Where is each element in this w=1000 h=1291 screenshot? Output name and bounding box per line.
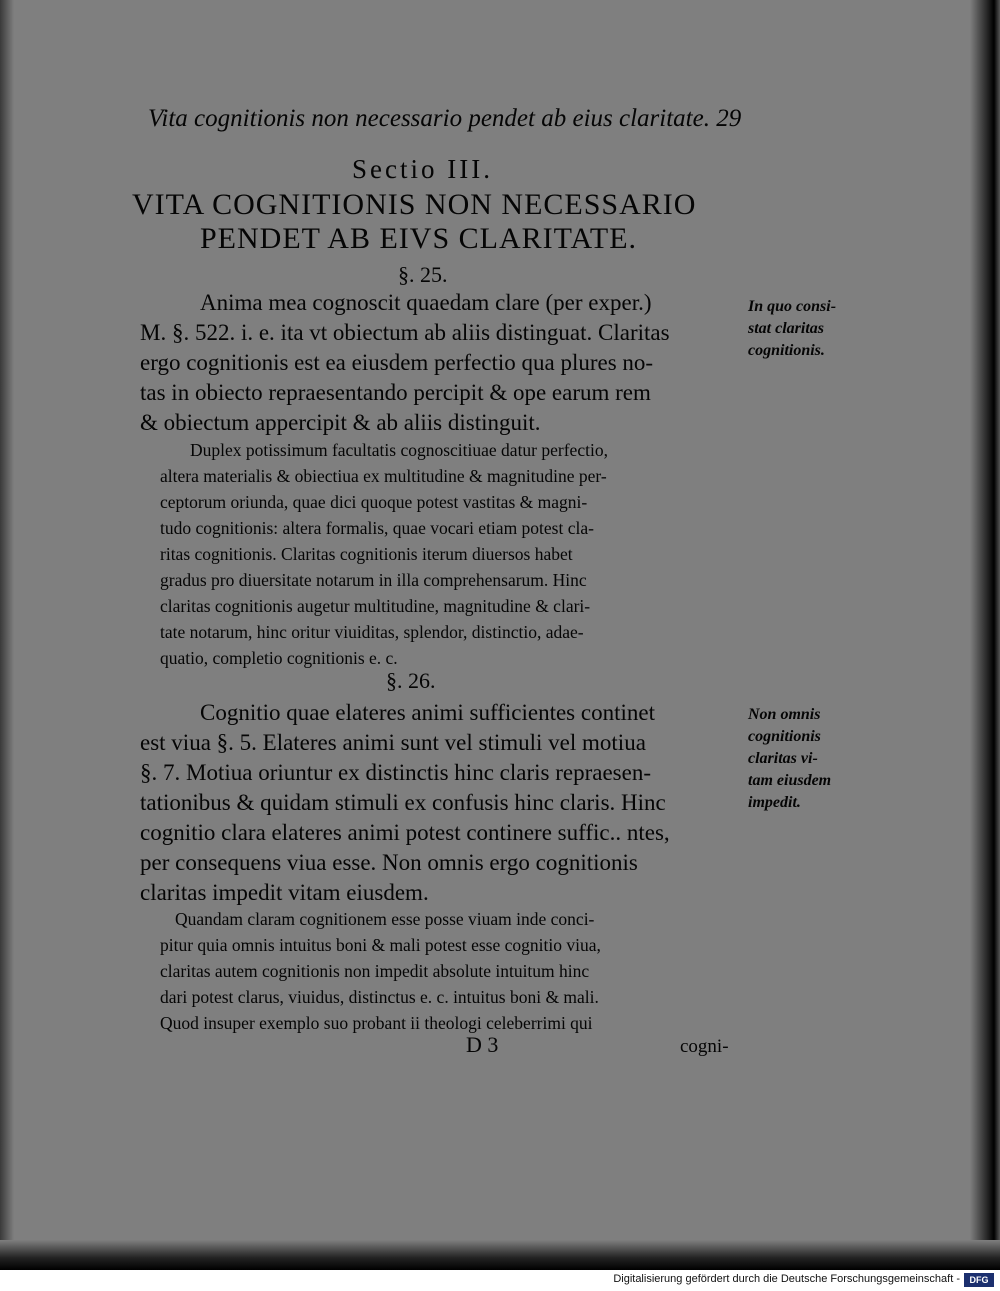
margin-note-line: claritas vi- [748,750,818,767]
margin-note-line: Non omnis [748,706,821,723]
text-line: ergo cognitionis est ea eiusdem perfectio qua plures no- [140,350,654,375]
margin-note-non-omnis [748,704,831,814]
text-line: tudo cognitionis: altera formalis, quae vocari etiam potest cla- [160,518,594,538]
dfg-logo: DFG [964,1273,994,1287]
paragraph-26-note [160,906,601,1036]
section-title: Sectio III. [352,154,493,184]
text-line: tas in obiecto repraesentando percipit & ope earum rem [140,380,651,405]
page-bottom-edge [0,1240,1000,1270]
paragraph-26-text [140,698,670,908]
text-line: Quandam claram cognitionem esse posse viuam inde conci- [175,909,595,929]
paragraph-number-25: §. 25. [398,262,448,287]
margin-note-claritas [748,296,836,362]
text-line: Quod insuper exemplo suo probant ii theologi celeberrimi qui [160,1013,593,1033]
text-line: altera materialis & obiectiua ex multitudine & magnitudine per- [160,466,607,486]
text-line: Duplex potissimum facultatis cognoscitiuae datur perfectio, [190,440,608,460]
margin-note-line: cognitionis [748,728,821,745]
footer-credit: Digitalisierung gefördert durch die Deutsche Forschungsgemeinschaft - [613,1273,960,1285]
margin-note-line: In quo consi- [748,298,837,315]
paragraph-25-note [160,437,608,671]
text-line: tate notarum, hinc oritur viuiditas, splendor, distinctio, adae- [160,622,584,642]
page-left-edge [0,0,14,1270]
paragraph-25-text [140,288,670,438]
text-line: claritas autem cognitionis non impedit absolute intuitum hinc [160,961,590,981]
text-line: Anima mea cognoscit quaedam clare (per exper.) [200,290,652,315]
text-line: Cognitio quae elateres animi sufficientes continet [200,700,655,725]
paragraph-number-26: §. 26. [386,668,436,693]
text-line: claritas impedit vitam eiusdem. [140,880,429,905]
running-head: Vita cognitionis non necessario pendet ab eius claritate. 29 [148,105,742,132]
page-right-edge [970,0,1000,1270]
text-line: ceptorum oriunda, quae dici quoque potest vastitas & magni- [160,492,588,512]
footer-bar [0,1270,1000,1291]
text-line: ritas cognitionis. Claritas cognitionis iterum diuersos habet [160,544,573,564]
text-line: §. 7. Motiua oriuntur ex distinctis hinc claris repraesen- [140,760,651,785]
text-line: claritas cognitionis augetur multitudine, magnitudine & clari- [160,596,591,616]
text-line: pitur quia omnis intuitus boni & mali potest esse cognitio viua, [160,935,601,955]
text-line: per consequens viua esse. Non omnis ergo cognitionis [140,850,638,875]
text-line: M. §. 522. i. e. ita vt obiectum ab aliis distinguat. Claritas [140,320,670,345]
text-line: & obiectum appercipit & ab aliis distinguit. [140,410,541,435]
text-line: quatio, completio cognitionis e. c. [160,648,398,668]
margin-note-line: cognitionis. [748,342,825,359]
text-line: est viua §. 5. Elateres animi sunt vel stimuli vel motiua [140,730,646,755]
catchword: cogni- [680,1036,729,1057]
text-line: gradus pro diuersitate notarum in illa comprehensarum. Hinc [160,570,587,590]
text-line: cognitio clara elateres animi potest continere suffic.. ntes, [140,820,670,845]
signature-mark: D 3 [466,1032,499,1057]
margin-note-line: tam eiusdem [748,772,832,789]
margin-note-line: impedit. [748,794,801,811]
text-line: tationibus & quidam stimuli ex confusis hinc claris. Hinc [140,790,666,815]
margin-note-line: stat claritas [748,320,825,337]
text-line: dari potest clarus, viuidus, distinctus e. c. intuitus boni & mali. [160,987,599,1007]
chapter-heading-line-2: PENDET AB EIVS CLARITATE. [200,222,638,255]
chapter-heading-line-1: VITA COGNITIONIS NON NECESSARIO [132,188,697,221]
